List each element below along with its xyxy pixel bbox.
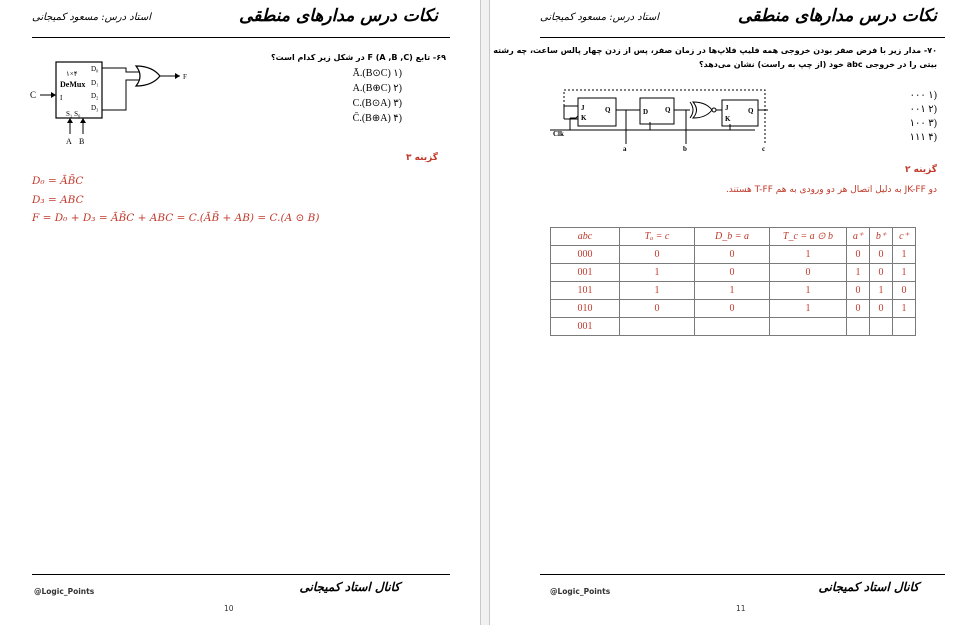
option-69-1-num: (۱ (393, 68, 402, 79)
table-cell: 101 (551, 282, 620, 300)
option-70-1-num: (۱ (928, 90, 937, 101)
table-cell: 1 (893, 264, 916, 282)
demux-size-label: ۱×۴ (66, 70, 78, 78)
footer-brand: کانال استاد کمیجانی (299, 580, 400, 594)
question-69-number: ۶۹- (432, 53, 446, 62)
ff3-k: K (725, 115, 731, 123)
footer-rule (32, 574, 450, 575)
header-rule (540, 37, 945, 38)
footer-handle[interactable]: @Logic_Points (34, 587, 95, 596)
option-70-2-text: ۰۰۱ (909, 104, 926, 115)
option-70-3-num: (۳ (928, 118, 937, 129)
footer-rule (540, 574, 945, 575)
option-70-1[interactable] (910, 90, 937, 101)
output-a: a (623, 145, 627, 152)
option-69-2-num: (۲ (393, 83, 402, 94)
table-cell: 0 (870, 264, 893, 282)
col-header-b-next: b⁺ (870, 228, 893, 246)
table-cell: 1 (620, 264, 695, 282)
demux-circuit-diagram (30, 58, 200, 148)
option-69-2[interactable] (353, 83, 402, 94)
option-70-4-text: ۱۱۱ (909, 132, 926, 143)
answer-70: گزینه ۲ (905, 165, 937, 175)
demux-select-label: S₁ S₀ (66, 110, 81, 118)
header-subtitle: استاد درس: مسعود کمیجانی (540, 12, 659, 23)
table-cell: 1 (847, 264, 870, 282)
option-70-4[interactable] (910, 132, 937, 143)
table-cell: 0 (870, 300, 893, 318)
table-cell (695, 318, 770, 336)
table-cell (770, 318, 847, 336)
demux-name-label: DeMux (60, 80, 86, 89)
truth-table (550, 227, 916, 336)
table-cell: 0 (870, 246, 893, 264)
equation-d3: D₃ = ABC (32, 194, 84, 206)
table-cell: 1 (893, 246, 916, 264)
table-cell: 0 (770, 264, 847, 282)
table-row (551, 318, 916, 336)
page-11 (490, 0, 979, 625)
question-69 (271, 51, 446, 65)
option-70-4-num: (۴ (928, 132, 937, 143)
table-cell: 0 (847, 246, 870, 264)
question-70-line2: بیتی را در خروجی abc خود (از چپ به راست) نشان می‌دهد؟ (698, 60, 937, 69)
ff1-j: J (581, 104, 585, 112)
table-row (551, 246, 916, 264)
option-69-4-text: C̄.(B⊕A) (352, 113, 391, 124)
table-cell: 0 (695, 246, 770, 264)
table-cell (620, 318, 695, 336)
header-title: نکات درس مدارهای منطقی (239, 6, 438, 26)
page-gutter (480, 0, 490, 625)
ff2-d: D (643, 108, 649, 116)
table-cell: 1 (620, 282, 695, 300)
option-69-3[interactable] (353, 98, 402, 109)
select-input-a: A (66, 137, 72, 146)
table-cell (847, 318, 870, 336)
option-69-3-text: C.(B⊙A) (352, 98, 391, 109)
ff3-j: J (725, 104, 729, 112)
question-70-number: ۷۰- (923, 46, 937, 55)
option-69-4[interactable] (353, 113, 402, 124)
table-cell: 0 (695, 300, 770, 318)
explanation-70: دو JK-FF به دلیل اتصال هر دو ورودی به هم T-FF هستند. (725, 185, 937, 195)
table-cell: 0 (620, 246, 695, 264)
select-input-b: B (79, 137, 85, 146)
table-row (551, 300, 916, 318)
footer-handle[interactable]: @Logic_Points (550, 587, 611, 596)
option-69-1-text: Ā.(B⊙C) (352, 68, 391, 79)
question-70-line1: مدار زیر با فرض صفر بودن خروجی همه فلیپ فلاپ‌ها در زمان صفر، پس از زدن چهار پالس ساعت، چه رشته (493, 46, 922, 55)
header-rule (32, 37, 450, 38)
truth-table-header-row (551, 228, 916, 246)
table-cell: 0 (620, 300, 695, 318)
question-70-line1-wrap (493, 44, 937, 58)
table-cell: 0 (893, 282, 916, 300)
equation-d0: D₀ = ĀB̄C (32, 175, 84, 187)
col-header-a-next: a⁺ (847, 228, 870, 246)
col-header-tc: T_c = a ⊙ b (770, 228, 847, 246)
ff3-q: Q (748, 107, 754, 115)
col-header-abc: abc (551, 228, 620, 246)
header-title: نکات درس مدارهای منطقی (738, 6, 937, 26)
option-70-2-num: (۲ (928, 104, 937, 115)
table-cell: 000 (551, 246, 620, 264)
question-69-text: تابع F (A ,B ,C) در شکل زیر کدام است؟ (270, 53, 431, 62)
clk-label: Clk (553, 130, 564, 138)
table-cell (870, 318, 893, 336)
output-c: c (762, 145, 766, 152)
header-subtitle: استاد درس: مسعود کمیجانی (32, 12, 151, 23)
option-70-1-text: ۰۰۰ (909, 90, 926, 101)
page-number: 10 (224, 604, 234, 613)
option-70-3[interactable] (910, 118, 937, 129)
table-cell: 1 (870, 282, 893, 300)
option-70-2[interactable] (910, 104, 937, 115)
table-cell: 1 (695, 282, 770, 300)
ff1-q: Q (605, 106, 611, 114)
table-row (551, 282, 916, 300)
table-cell: 010 (551, 300, 620, 318)
ff2-q: Q (665, 106, 671, 114)
col-header-db: D_b = a (695, 228, 770, 246)
question-70 (493, 44, 937, 72)
option-69-3-num: (۳ (393, 98, 402, 109)
page-number: 11 (736, 604, 746, 613)
option-69-2-text: A.(B⊕C) (352, 83, 391, 94)
option-70-3-text: ۱۰۰ (909, 118, 926, 129)
table-cell: 0 (847, 282, 870, 300)
table-cell: 0 (695, 264, 770, 282)
table-cell: 1 (893, 300, 916, 318)
page-10 (0, 0, 480, 625)
table-cell: 001 (551, 318, 620, 336)
demux-out-d2: D₂ (91, 92, 99, 100)
col-header-c-next: c⁺ (893, 228, 916, 246)
demux-out-d1: D₁ (91, 79, 99, 87)
input-signal-c: C (30, 90, 37, 100)
option-69-1[interactable] (353, 68, 402, 79)
table-row (551, 264, 916, 282)
option-69-4-num: (۴ (393, 113, 402, 124)
demux-input-label: I (60, 94, 63, 102)
demux-out-d0: D₀ (91, 65, 99, 73)
footer-brand: کانال استاد کمیجانی (818, 580, 919, 594)
table-cell: 1 (770, 246, 847, 264)
table-cell: 0 (847, 300, 870, 318)
output-b: b (683, 145, 687, 152)
table-cell (893, 318, 916, 336)
flipflop-circuit-diagram (550, 86, 790, 152)
ff1-k: K (581, 114, 587, 122)
col-header-ta: Tₐ = c (620, 228, 695, 246)
answer-69: گزینه ۳ (406, 153, 438, 163)
table-cell: 1 (770, 282, 847, 300)
equation-f: F = D₀ + D₃ = ĀB̄C + ABC = C.(ĀB̄ + AB) = C.(A ⊙ B) (32, 212, 320, 224)
output-f-label: F (183, 73, 187, 81)
demux-out-d3: D₃ (91, 104, 99, 112)
table-cell: 001 (551, 264, 620, 282)
table-cell: 1 (770, 300, 847, 318)
